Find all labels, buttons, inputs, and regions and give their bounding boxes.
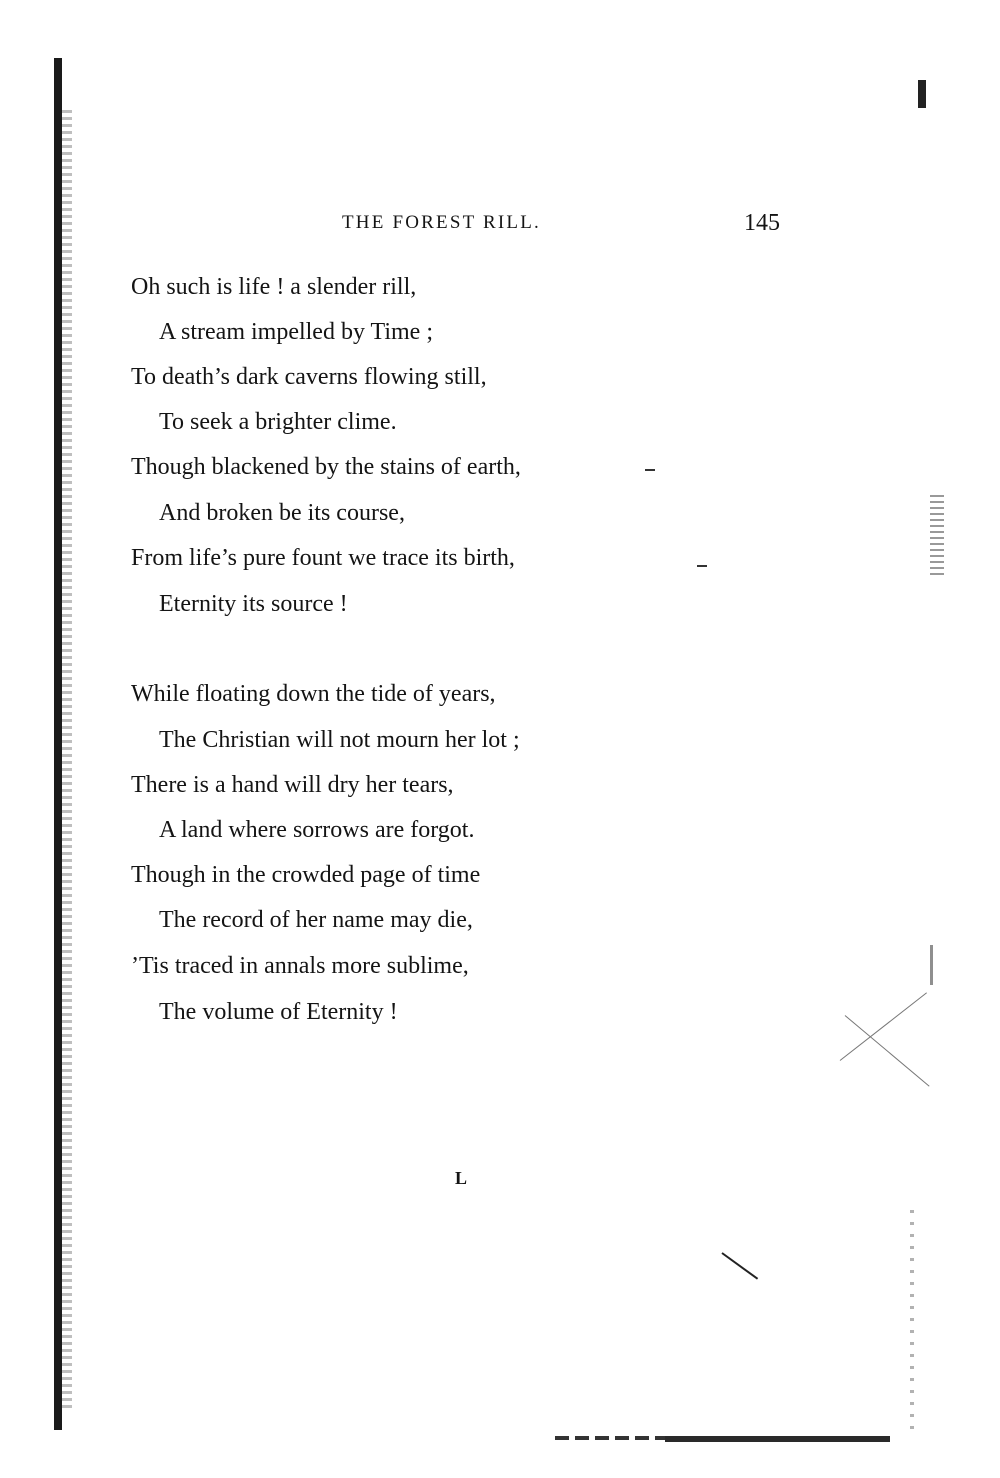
- poem-line: Though in the crowded page of time: [131, 862, 481, 888]
- signature-mark: L: [455, 1168, 468, 1188]
- scan-speckle: [910, 1210, 914, 1430]
- page-number: 145: [744, 210, 780, 236]
- bottom-edge-rule: [665, 1436, 890, 1442]
- poem-line: Though blackened by the stains of earth,: [131, 454, 521, 480]
- scan-crease: [840, 992, 927, 1061]
- scan-speckle: [930, 495, 944, 575]
- poem-line: To death’s dark caverns flowing still,: [131, 364, 487, 390]
- scan-speckle: [930, 945, 933, 985]
- poem-line: To seek a brighter clime.: [159, 409, 397, 435]
- poem-line: There is a hand will dry her tears,: [131, 772, 454, 798]
- scan-mark: [645, 469, 655, 471]
- poem-line: A land where sorrows are forgot.: [159, 817, 475, 843]
- running-title: THE FOREST RILL.: [342, 212, 541, 233]
- poem-line: The Christian will not mourn her lot ;: [159, 727, 520, 753]
- poem-line: The record of her name may die,: [159, 907, 473, 933]
- poem-line: Eternity its source !: [159, 591, 348, 617]
- poem-line: While floating down the tide of years,: [131, 681, 496, 707]
- scan-crease: [721, 1252, 758, 1279]
- poem-line: From life’s pure fount we trace its birth,: [131, 545, 515, 571]
- poem-line: The volume of Eternity !: [159, 999, 398, 1025]
- poem-line: And broken be its course,: [159, 500, 405, 526]
- scan-crease: [845, 1015, 930, 1086]
- poem-line: ’Tis traced in annals more sublime,: [131, 953, 469, 979]
- poem-line: A stream impelled by Time ;: [159, 319, 433, 345]
- poem-line: Oh such is life ! a slender rill,: [131, 274, 417, 300]
- scan-mark: [697, 565, 707, 567]
- binding-edge: [54, 58, 62, 1430]
- scan-smudge: [918, 80, 926, 108]
- binding-shadow: [62, 110, 72, 1410]
